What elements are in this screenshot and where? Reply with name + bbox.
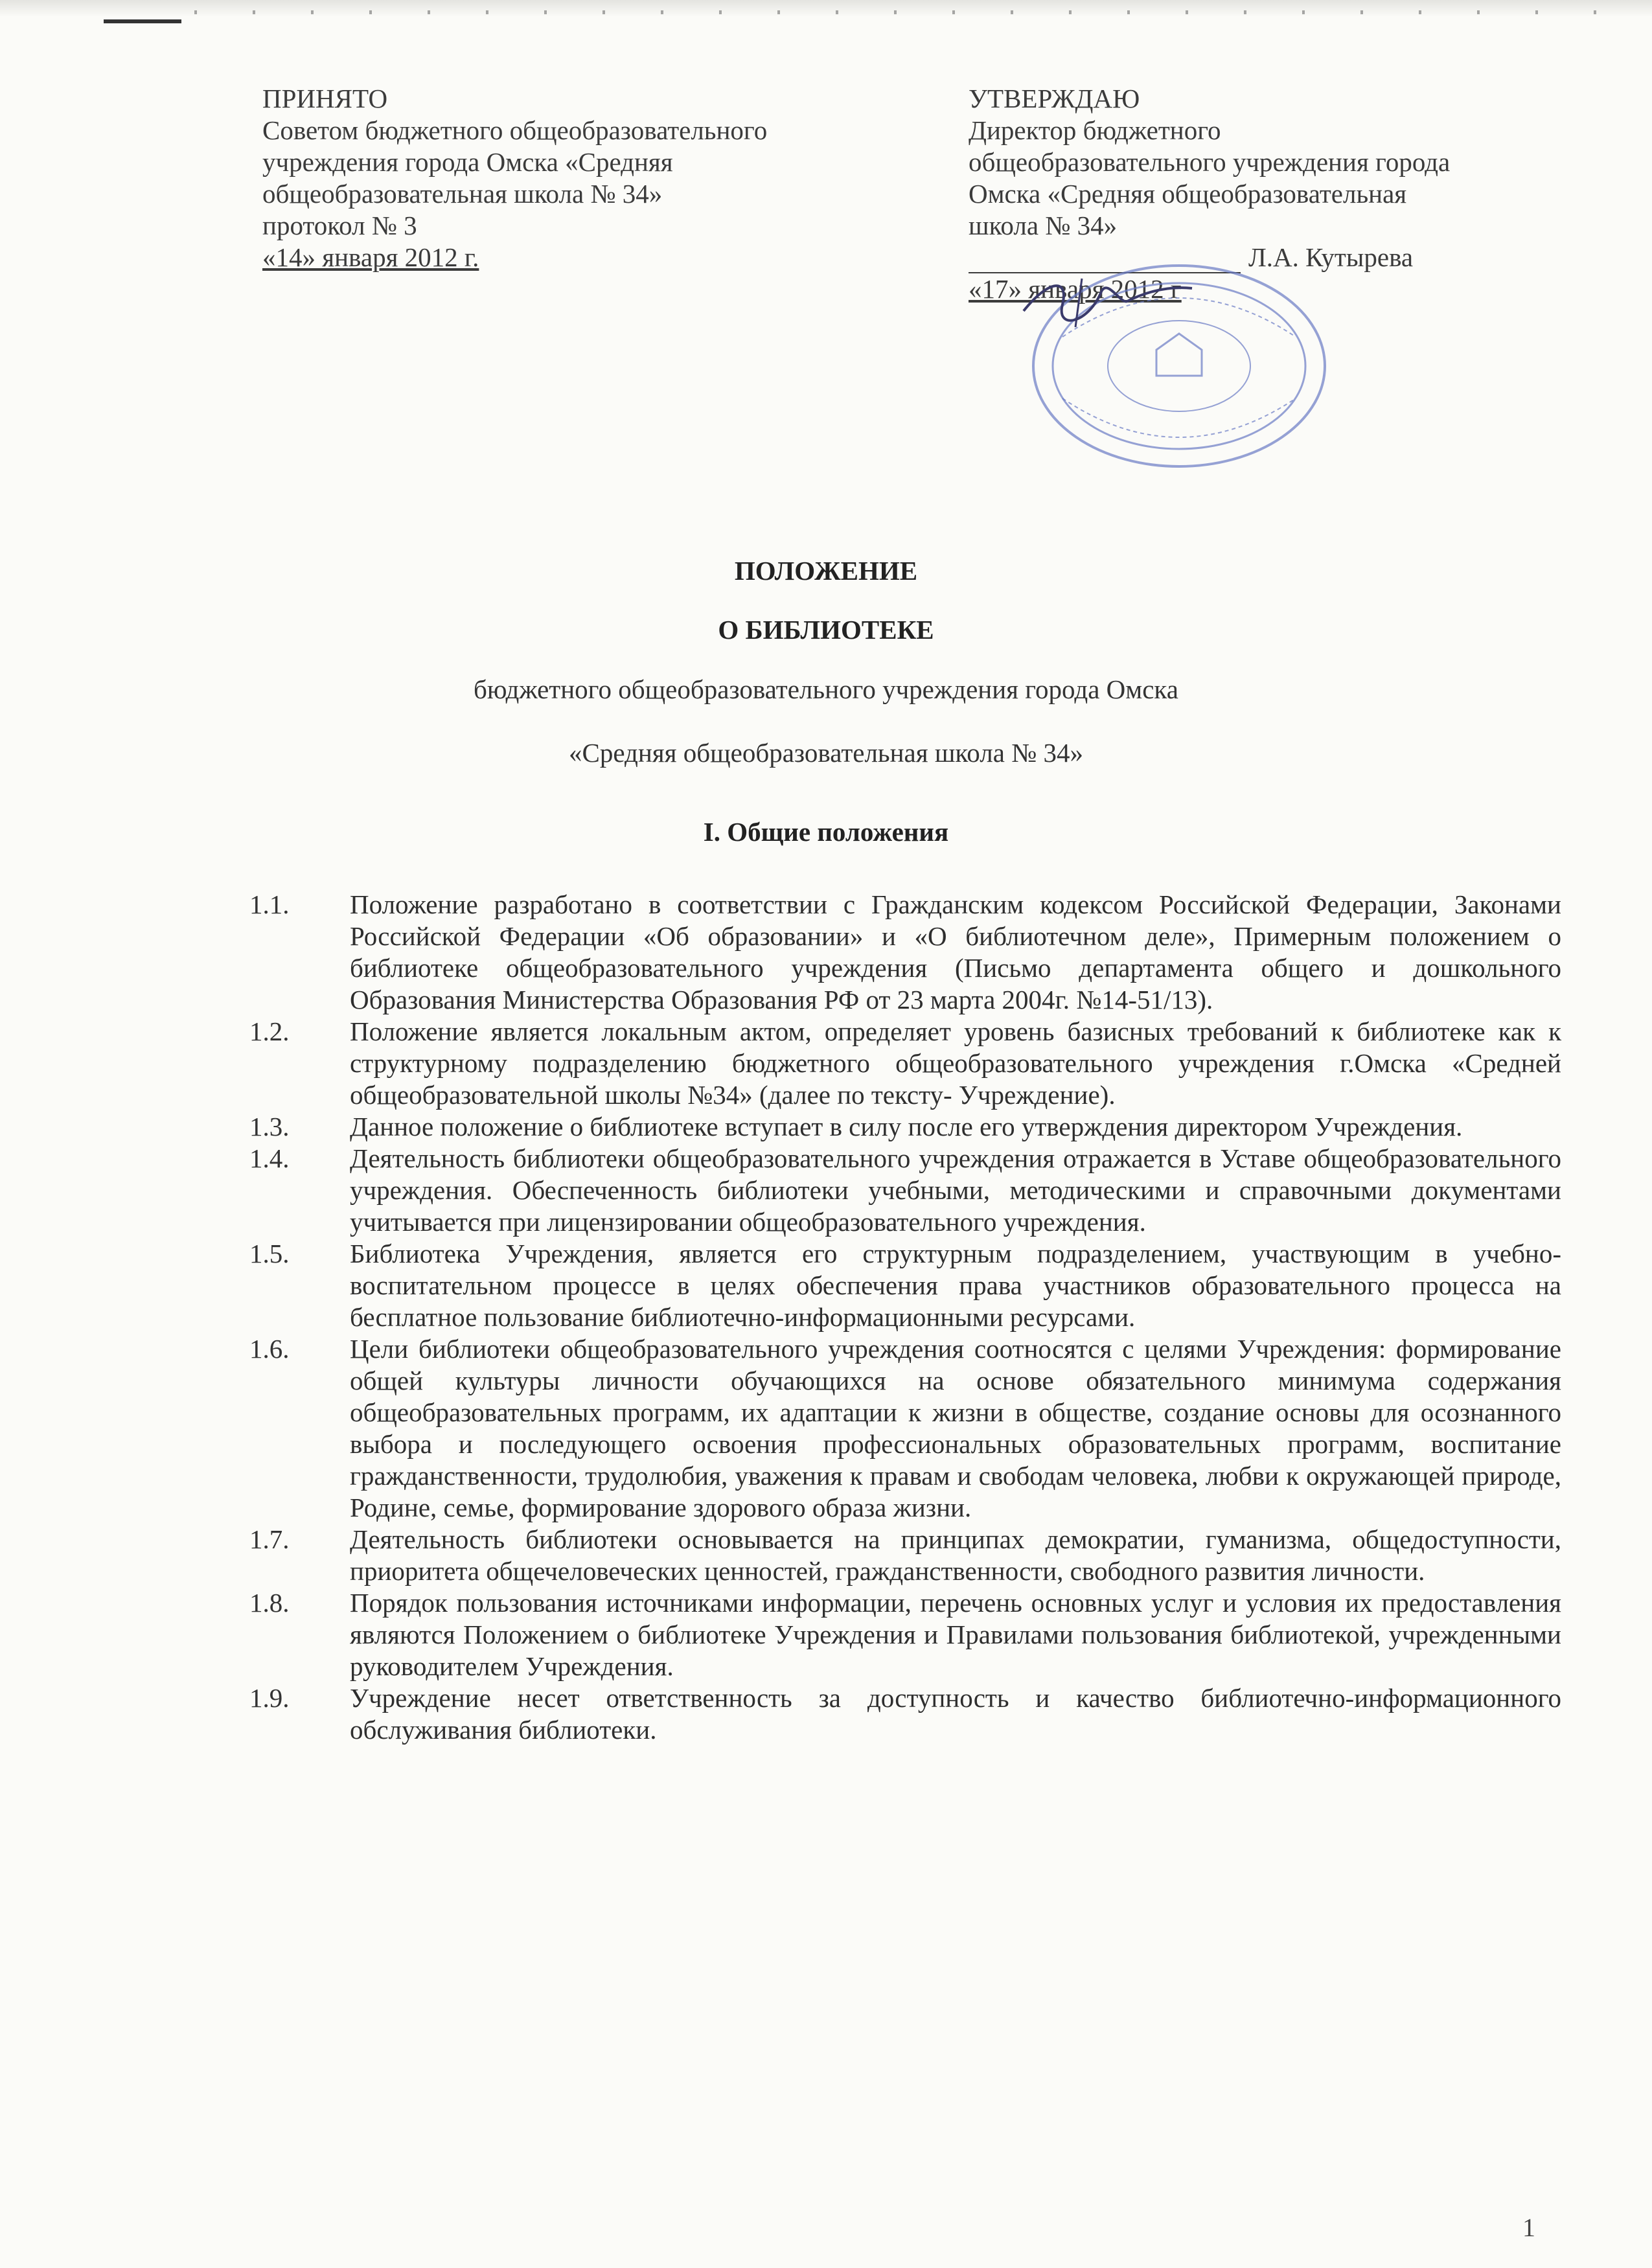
item-text: Деятельность библиотеки основывается на принципах демократии, гуманизма, общедоступности, приоритета общечеловеческих ценностей, гражданственности, свободного развития личности. [350, 1524, 1561, 1586]
list-item [249, 1238, 1561, 1333]
item-number: 1.1. [249, 889, 290, 919]
item-number: 1.7. [249, 1524, 290, 1554]
list-item [249, 1587, 1561, 1682]
accepted-line: учреждения города Омска «Средняя [262, 147, 673, 177]
scan-edge [0, 0, 1652, 17]
document-subtitle: бюджетного общеобразовательного учреждения города Омска [474, 674, 1178, 704]
approval-block-accepted [262, 83, 910, 273]
item-text: Положение является локальным актом, определяет уровень базисных требований к библиотеке как к структурному подразделению бюджетного общеобразовательного учреждения г.Омска «Средней общеобразовательной школы №34» (далее по тексту- Учреждение). [350, 1016, 1561, 1110]
item-number: 1.4. [249, 1143, 290, 1173]
protocol-number: протокол № 3 [262, 211, 417, 240]
document-title: ПОЛОЖЕНИЕ [734, 556, 918, 586]
page-number: 1 [1522, 2213, 1535, 2242]
item-number: 1.3. [249, 1112, 290, 1141]
item-number: 1.9. [249, 1683, 290, 1713]
school-name: «Средняя общеобразовательная школа № 34» [568, 738, 1084, 768]
item-text: Цели библиотеки общеобразовательного учреждения соотносятся с целями Учреждения: формирование общей культуры личности обучающихся на основе обязательного минимума содержания общеобразовательных программ, их адаптации к жизни в обществе, создание основы для осознанного выбора и последующего освоения профессиональных образовательных программ, воспитание гражданственности, трудолюбия, уважения к правам и свободам человека, любви к окружающей природе, Родине, семье, формирование здорового образа жизни. [350, 1334, 1561, 1522]
item-number: 1.6. [249, 1334, 290, 1364]
list-item [249, 1143, 1561, 1238]
item-text: Деятельность библиотеки общеобразовательного учреждения отражается в Уставе общеобразовательного учреждения. Обеспеченность библиотеки учебными, методическими и справочными документами учитывается при лицензировании общеобразовательного учреждения. [350, 1143, 1561, 1237]
scan-mark [104, 19, 181, 23]
list-item [249, 1333, 1561, 1524]
approved-line: школа № 34» [969, 211, 1118, 240]
signer-name: Л.А. Кутырева [1248, 242, 1414, 272]
accepted-line: Советом бюджетного общеобразовательного [262, 115, 768, 145]
item-text: Положение разработано в соответствии с Гражданским кодексом Российской Федерации, Законами Российской Федерации «Об образовании» и «О библиотечном деле», Примерным положением о библиотеке общеобразовательного учреждения (Письмо департамента общего и дошкольного Образования Министерства Образования РФ от 23 марта 2004г. №14-51/13). [350, 889, 1561, 1014]
item-number: 1.5. [249, 1239, 290, 1268]
list-item [249, 1682, 1561, 1746]
accepted-heading: ПРИНЯТО [262, 84, 388, 113]
item-text: Библиотека Учреждения, является его структурным подразделением, участвующим в учебно-воспитательном процессе в целях обеспечения права участников образовательного процесса на бесплатное пользование библиотечно-информационными ресурсами. [350, 1239, 1561, 1332]
scan-noise [194, 10, 1620, 14]
approved-date: «17» января 2012 г [969, 274, 1182, 304]
list-item [249, 1111, 1561, 1143]
approved-line: Директор бюджетного [969, 115, 1221, 145]
section-heading: I. Общие положения [703, 817, 949, 847]
list-item [249, 889, 1561, 1016]
list-item [249, 1016, 1561, 1111]
item-text: Данное положение о библиотеке вступает в силу после его утверждения директором Учреждения. [350, 1112, 1463, 1141]
provisions-list [249, 889, 1561, 1746]
approved-heading: УТВЕРЖДАЮ [969, 84, 1140, 113]
accepted-date: «14» января 2012 г. [262, 242, 479, 272]
approved-line: общеобразовательного учреждения города [969, 147, 1451, 177]
handwritten-signature-icon [1011, 266, 1205, 337]
item-text: Учреждение несет ответственность за доступность и качество библиотечно-информационного обслуживания библиотеки. [350, 1683, 1561, 1745]
item-number: 1.2. [249, 1016, 290, 1046]
item-text: Порядок пользования источниками информации, перечень основных услуг и условия их предоставления являются Положением о библиотеке Учреждения и Правилами пользования библиотекой, учрежденными руководителем Учреждения. [350, 1588, 1561, 1681]
list-item [249, 1524, 1561, 1587]
accepted-line: общеобразовательная школа № 34» [262, 179, 663, 209]
approved-line: Омска «Средняя общеобразовательная [969, 179, 1407, 209]
document-title-secondary: О БИБЛИОТЕКЕ [718, 615, 934, 645]
item-number: 1.8. [249, 1588, 290, 1618]
